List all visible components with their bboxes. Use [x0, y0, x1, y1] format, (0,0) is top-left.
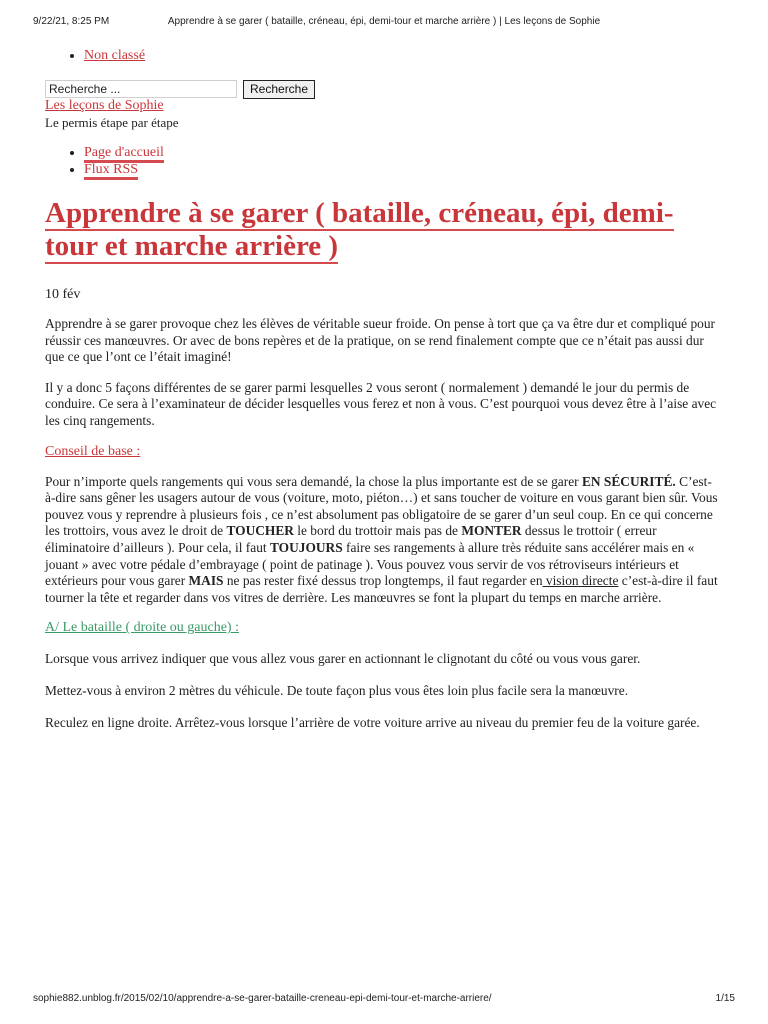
site-title-link[interactable]: Les leçons de Sophie: [45, 98, 164, 113]
text-run: le bord du trottoir mais pas de: [293, 523, 462, 539]
list-item: [84, 48, 720, 64]
nav-link-rss[interactable]: Flux RSS: [84, 162, 138, 180]
print-url: sophie882.unblog.fr/2015/02/10/apprendre-a-se-garer-bataille-creneau-epi-demi-tour-et-marche-arriere/: [33, 993, 492, 1004]
search-button[interactable]: Recherche: [243, 80, 315, 99]
search-input[interactable]: [45, 80, 237, 98]
bold-text: MONTER: [461, 523, 522, 539]
site-title: [45, 98, 720, 114]
text-run: faire ses rangements à allure très réduite sans accélérer mais en « jouant » avec votre pédale d’embrayage ( point de patinage ). Vous pouvez vous servir de vos rétroviseurs intérieurs et extérieurs pour vous garer: [45, 539, 695, 589]
post-paragraph-intro: Apprendre à se garer provoque chez les élèves de véritable sueur froide. On pense à tort que ça va être dur et compliqué pour réussir ces manœuvres. Or avec de bons repères et de la pratique, on se rend finalement compte que ce n’était pas aussi dur que ce que l’ont ce l’était imaginé!: [45, 316, 715, 365]
nav-item: [84, 144, 720, 161]
text-run: c’est-à-dire il faut tourner la tête et regarder dans vos vitres de derrière. Les manœuvres se font la plupart du temps en marche arrière.: [45, 573, 718, 605]
post-paragraph-count: Il y a donc 5 façons différentes de se garer parmi lesquelles 2 vous seront ( normalement ) demandé le jour du permis de conduire. Ce sera à l’examinateur de décider lesquelles vous ferez et non à vous. C’est pourquoi vous devez être à l’aise avec les cinq rangements.: [45, 379, 717, 428]
text-run: ne pas rester fixé dessus trop longtemps, il faut regarder en: [223, 573, 543, 589]
print-footer: [33, 993, 735, 1007]
underlined-text: vision directe: [542, 573, 619, 589]
bold-text: TOUJOURS: [269, 539, 343, 555]
bold-text: MAIS: [188, 573, 224, 589]
category-list: [45, 48, 720, 64]
nav-item: [84, 161, 720, 178]
post-paragraph-reverse: Reculez en ligne droite. Arrêtez-vous lorsque l’arrière de votre voiture arrive au niveau du premier feu de la voiture garée.: [45, 714, 700, 730]
section-heading-basic-link[interactable]: Conseil de base :: [45, 443, 141, 459]
post-paragraph-advice: [45, 474, 720, 607]
print-datetime: 9/22/21, 8:25 PM: [33, 16, 110, 27]
post-paragraph-signal: Lorsque vous arrivez indiquer que vous allez vous garer en actionnant le clignotant du côté ou vous vous garer.: [45, 651, 641, 667]
bold-text: EN SÉCURITÉ.: [581, 473, 676, 489]
post-title: [45, 197, 720, 263]
nav-link-home[interactable]: Page d'accueil: [84, 145, 164, 163]
post-date: 10 fév: [45, 287, 81, 302]
category-link-non-classe[interactable]: Non classé: [84, 48, 146, 63]
print-page-title: Apprendre à se garer ( bataille, créneau, épi, demi-tour et marche arrière ) | Les leçons de Sophie: [167, 16, 601, 27]
print-header: [33, 16, 735, 30]
post-paragraph-distance: Mettez-vous à environ 2 mètres du véhicule. De toute façon plus vous êtes loin plus facile sera la manœuvre.: [45, 682, 629, 698]
section-heading-bataille-link[interactable]: A/ Le bataille ( droite ou gauche) :: [45, 620, 239, 636]
text-run: C’est-à-dire sans gêner les usagers autour de vous (voiture, moto, piéton…) et sans toucher de voiture en vous garant bien sûr. Vous pouvez vous y reprendre à plusieurs fois , ce n’est absolument pas obligatoire de se garer d’un seul coup. En ce qui concerne les trottoirs, vous avez le droit de: [45, 473, 718, 539]
site-description: Le permis étape par étape: [45, 115, 179, 130]
text-run: dessus le trottoir ( erreur éliminatoire d’ailleurs ). Pour cela, il faut: [45, 523, 657, 555]
search-form: [45, 80, 720, 98]
section-heading-basic: [45, 444, 720, 460]
post-title-link[interactable]: Apprendre à se garer ( bataille, créneau, épi, demi-tour et marche arrière ): [45, 197, 674, 262]
text-run: Pour n’importe quels rangements qui vous sera demandé, la chose la plus importante est de se garer: [45, 473, 582, 489]
section-heading-bataille: [45, 620, 720, 636]
main-nav: [45, 144, 720, 178]
print-page-number: 1/15: [715, 993, 735, 1004]
page-content: [45, 47, 720, 731]
bold-text: TOUCHER: [226, 523, 294, 539]
